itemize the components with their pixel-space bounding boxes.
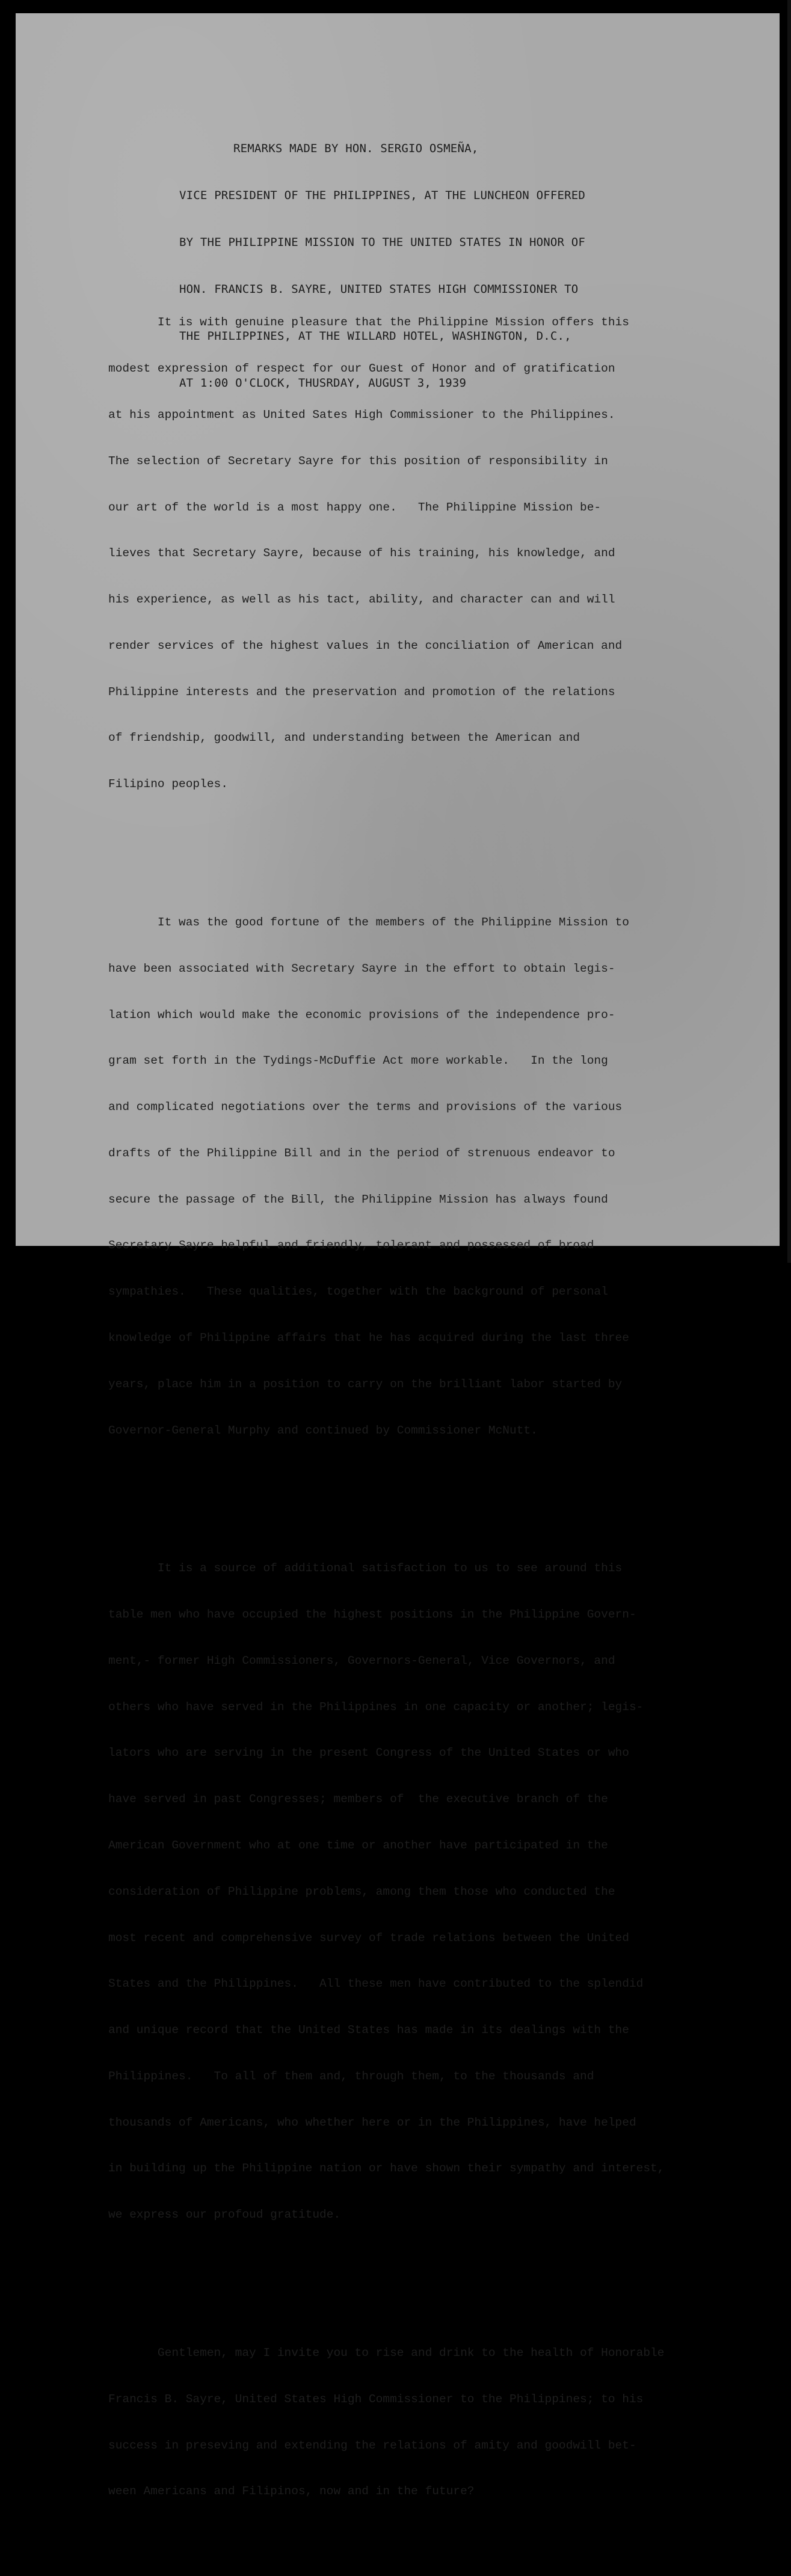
text-line: gram set forth in the Tydings-McDuffie Act more workable. In the long — [108, 1054, 608, 1068]
scan-edge — [787, 0, 791, 1263]
text-line: our art of the world is a most happy one. The Philippine Mission be- — [108, 500, 602, 514]
text-line: have served in past Congresses; members of the executive branch of the — [108, 1792, 608, 1806]
text-line: others who have served in the Philippines in one capacity or another; legis- — [108, 1700, 644, 1714]
text-line: table men who have occupied the highest positions in the Philippine Govern- — [108, 1608, 636, 1622]
text-line: of friendship, goodwill, and understanding between the American and — [108, 731, 580, 745]
text-line: American Government who at one time or another have participated in the — [108, 1838, 608, 1852]
document-body — [108, 254, 716, 2576]
text-line: at his appointment as United Sates High Commissioner to the Philippines. — [108, 408, 615, 422]
text-line: and complicated negotiations over the terms and provisions of the various — [108, 1100, 623, 1114]
paragraph-2 — [108, 885, 716, 1470]
heading-line: BY THE PHILIPPINE MISSION TO THE UNITED STATES IN HONOR OF — [179, 236, 586, 249]
text-line: and unique record that the United States has made in its dealings with the — [108, 2023, 629, 2037]
text-line: Filipino peoples. — [108, 777, 228, 791]
text-line: his experience, as well as his tact, ability, and character can and will — [108, 593, 615, 607]
text-line: lators who are serving in the present Congress of the United States or who — [108, 1746, 629, 1760]
paragraph-4 — [108, 2315, 716, 2530]
text-line: Gentlemen, may I invite you to rise and drink to the health of Honorable — [108, 2346, 665, 2360]
text-line: The selection of Secretary Sayre for this position of responsibility in — [108, 454, 608, 468]
text-line: Francis B. Sayre, United States High Commissioner to the Philippines; to his — [108, 2392, 644, 2406]
text-line: lieves that Secretary Sayre, because of his training, his knowledge, and — [108, 547, 615, 560]
text-line: It was the good fortune of the members of the Philippine Mission to — [108, 915, 629, 929]
heading-line: VICE PRESIDENT OF THE PHILIPPINES, AT THE LUNCHEON OFFERED — [179, 189, 586, 202]
text-line: sympathies. These qualities, together with the background of personal — [108, 1285, 608, 1299]
text-line: ment,- former High Commissioners, Governors-General, Vice Governors, and — [108, 1654, 615, 1667]
text-line: years, place him in a position to carry on the brilliant labor started by — [108, 1377, 623, 1391]
heading-line: HON. FRANCIS B. SAYRE, UNITED STATES HIGH COMMISSIONER TO — [179, 283, 579, 296]
heading-line: AT 1:00 O'CLOCK, THUSRDAY, AUGUST 3, 1939 — [179, 376, 467, 390]
text-line: Secretary Sayre helpful and friendly, tolerant and possessed of broad — [108, 1239, 594, 1253]
text-line: States and the Philippines. All these men have contributed to the splendid — [108, 1977, 644, 1991]
text-line: thousands of Americans, who whether here or in the Philippines, have helped — [108, 2115, 636, 2129]
document-page — [16, 13, 780, 2498]
text-line: modest expression of respect for our Guest of Honor and of gratification — [108, 362, 615, 376]
text-line: most recent and comprehensive survey of trade relations between the United — [108, 1931, 629, 1945]
text-line: Governor-General Murphy and continued by Commissioner McNutt. — [108, 1423, 538, 1437]
heading-line: THE PHILIPPINES, AT THE WILLARD HOTEL, WASHINGTON, D.C., — [179, 330, 571, 343]
text-line: It is a source of additional satisfaction to us to see around this — [108, 1562, 623, 1575]
text-line: consideration of Philippine problems, among them those who conducted the — [108, 1884, 615, 1898]
text-line: ween Americans and Filipinos, now and in the future? — [108, 2485, 475, 2498]
text-line: Philippines. To all of them and, through them, to the thousands and — [108, 2069, 594, 2083]
text-line: Philippine interests and the preservation and promotion of the relations — [108, 685, 615, 699]
heading-line: REMARKS MADE BY HON. SERGIO OSMEÑA, — [233, 142, 479, 155]
text-line: It is with genuine pleasure that the Philippine Mission offers this — [108, 316, 629, 330]
text-line: knowledge of Philippine affairs that he has acquired during the last three — [108, 1331, 629, 1345]
paragraph-1 — [108, 284, 716, 823]
text-line: have been associated with Secretary Sayre in the effort to obtain legis- — [108, 961, 615, 975]
text-line: secure the passage of the Bill, the Philippine Mission has always found — [108, 1192, 608, 1206]
text-line: lation which would make the economic provisions of the independence pro- — [108, 1008, 615, 1022]
text-line: drafts of the Philippine Bill and in the period of strenuous endeavor to — [108, 1146, 615, 1160]
text-line: render services of the highest values in the conciliation of American and — [108, 639, 623, 652]
text-line: we express our profoud gratitude. — [108, 2208, 341, 2222]
paragraph-3 — [108, 1530, 716, 2254]
text-line: success in preseving and extending the relations of amity and goodwill bet- — [108, 2438, 636, 2452]
text-line: in building up the Philippine nation or have shown their sympathy and interest, — [108, 2162, 665, 2176]
